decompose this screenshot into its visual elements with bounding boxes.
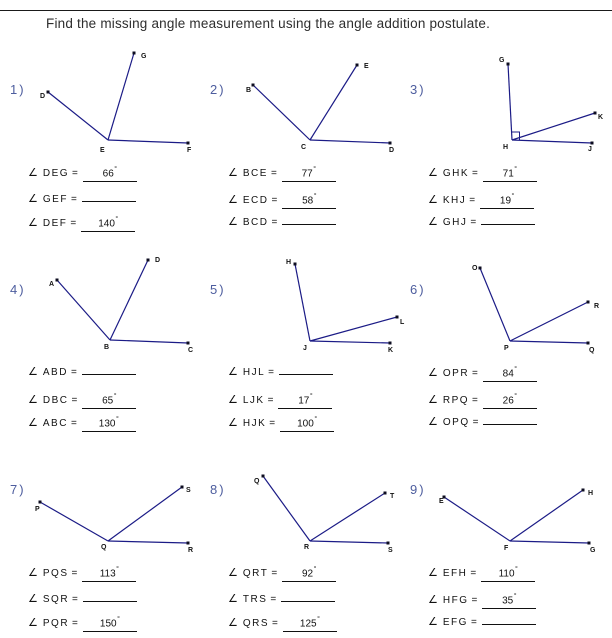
answer-blank[interactable] bbox=[82, 200, 136, 202]
equals-sign: = bbox=[71, 395, 78, 407]
vertex-label-F: F bbox=[504, 545, 509, 552]
degree-symbol: ° bbox=[115, 216, 119, 223]
vertex-label-B: B bbox=[104, 344, 110, 351]
angle-name: ECD bbox=[242, 195, 269, 207]
angle-symbol-icon: ∠ bbox=[428, 567, 438, 580]
problem-number: 3) bbox=[410, 82, 426, 97]
degree-symbol: ° bbox=[117, 616, 120, 623]
equals-sign: = bbox=[72, 594, 78, 605]
answer-row bbox=[228, 592, 335, 605]
angle-symbol-icon: ∠ bbox=[428, 616, 438, 628]
equals-sign: = bbox=[469, 195, 476, 207]
point-label-R: R bbox=[188, 547, 194, 554]
answer-blank[interactable] bbox=[83, 615, 137, 632]
problem-cell-2 bbox=[200, 45, 400, 245]
problem-number: 5) bbox=[210, 282, 226, 297]
answer-blank[interactable] bbox=[278, 392, 332, 409]
degree-symbol: ° bbox=[116, 566, 119, 573]
angle-name: KHJ bbox=[442, 195, 467, 207]
answer-blank[interactable] bbox=[282, 565, 336, 582]
answer-value: 150 bbox=[99, 618, 117, 630]
problem-number: 9) bbox=[410, 482, 426, 497]
equals-sign: = bbox=[70, 218, 77, 230]
point-label-F: F bbox=[187, 147, 192, 154]
angle-symbol-icon: ∠ bbox=[428, 367, 438, 380]
answer-value: 17 bbox=[298, 395, 310, 407]
answer-value: 125 bbox=[299, 618, 317, 630]
answer-row bbox=[28, 565, 136, 582]
answer-value: 65 bbox=[102, 395, 114, 407]
vertex-label-P: P bbox=[504, 345, 509, 352]
problem-cell-8 bbox=[200, 445, 400, 638]
angle-symbol-icon: ∠ bbox=[28, 217, 38, 230]
point-label-H: H bbox=[286, 259, 292, 266]
angle-name: QRT bbox=[242, 568, 269, 580]
angle-diagram bbox=[0, 45, 200, 160]
answer-blank[interactable] bbox=[283, 615, 337, 632]
answer-row bbox=[228, 565, 336, 582]
answer-blank[interactable] bbox=[483, 392, 537, 409]
answer-blank[interactable] bbox=[279, 373, 333, 375]
answer-row bbox=[28, 192, 136, 205]
answer-blank[interactable] bbox=[82, 415, 136, 432]
problem-number: 4) bbox=[10, 282, 26, 297]
angle-symbol-icon: ∠ bbox=[228, 167, 238, 180]
answer-value: 58 bbox=[302, 195, 314, 207]
angle-diagram bbox=[200, 45, 400, 160]
angle-name: HFG bbox=[442, 595, 469, 607]
vertex-label-C: C bbox=[301, 144, 307, 151]
point-label-J: J bbox=[588, 146, 592, 153]
angle-symbol-icon: ∠ bbox=[228, 394, 238, 407]
answer-row bbox=[228, 192, 336, 209]
degree-symbol: ° bbox=[514, 393, 518, 400]
answer-row bbox=[28, 592, 137, 605]
point-label-S: S bbox=[186, 487, 191, 494]
point-label-G: G bbox=[590, 547, 596, 554]
angle-symbol-icon: ∠ bbox=[228, 617, 238, 630]
answer-value: 71 bbox=[502, 168, 514, 180]
answer-value: 113 bbox=[99, 568, 116, 580]
equals-sign: = bbox=[72, 618, 78, 630]
problem-number: 1) bbox=[10, 82, 26, 97]
angle-symbol-icon: ∠ bbox=[28, 417, 38, 430]
angle-diagram bbox=[200, 245, 405, 360]
point-label-D: D bbox=[155, 257, 161, 264]
answer-blank[interactable] bbox=[482, 592, 536, 609]
point-label-P: P bbox=[35, 506, 40, 513]
angle-name: HJK bbox=[242, 418, 267, 430]
answer-value: 92 bbox=[301, 568, 314, 580]
problem-number: 2) bbox=[210, 82, 226, 97]
answer-row bbox=[228, 392, 332, 409]
angle-name: DEF bbox=[42, 218, 68, 230]
problem-number: 8) bbox=[210, 482, 226, 497]
equals-sign: = bbox=[271, 195, 278, 207]
answer-row bbox=[28, 215, 135, 232]
degree-symbol: ° bbox=[513, 593, 517, 600]
problem-cell-3 bbox=[400, 45, 612, 245]
angle-symbol-icon: ∠ bbox=[28, 567, 38, 580]
answer-row bbox=[428, 165, 537, 182]
worksheet-title: Find the missing angle measurement using the angle addition postulate. bbox=[46, 16, 491, 31]
angle-symbol-icon: ∠ bbox=[228, 194, 238, 207]
point-label-G: G bbox=[141, 53, 147, 60]
equals-sign: = bbox=[270, 594, 277, 605]
answer-blank[interactable] bbox=[483, 165, 537, 182]
problem-number: 6) bbox=[410, 282, 426, 297]
angle-symbol-icon: ∠ bbox=[228, 417, 238, 430]
answer-row bbox=[428, 415, 537, 428]
point-label-D: D bbox=[40, 93, 46, 100]
angle-name: RPQ bbox=[442, 395, 470, 407]
point-label-K: K bbox=[388, 347, 394, 354]
point-label-E: E bbox=[439, 498, 444, 505]
answer-value: 19 bbox=[499, 195, 512, 207]
equals-sign: = bbox=[70, 418, 77, 430]
point-label-D: D bbox=[389, 147, 395, 154]
vertex-label-H: H bbox=[503, 144, 509, 151]
top-rule bbox=[0, 10, 612, 11]
answer-row bbox=[428, 565, 535, 582]
angle-name: ABC bbox=[42, 418, 68, 430]
answer-row bbox=[228, 415, 334, 432]
angle-symbol-icon: ∠ bbox=[228, 366, 238, 378]
vertex-label-R: R bbox=[304, 544, 310, 551]
answer-row bbox=[228, 165, 336, 182]
answer-value: 66 bbox=[102, 168, 114, 180]
degree-symbol: ° bbox=[313, 566, 317, 573]
degree-symbol: ° bbox=[115, 416, 119, 423]
point-label-B: B bbox=[246, 87, 252, 94]
equals-sign: = bbox=[71, 568, 78, 580]
point-label-Q: Q bbox=[589, 347, 595, 354]
angle-diagram bbox=[400, 45, 612, 160]
point-label-A: A bbox=[49, 281, 55, 288]
equals-sign: = bbox=[472, 168, 478, 180]
angle-name: PQS bbox=[42, 568, 69, 580]
angle-symbol-icon: ∠ bbox=[428, 167, 438, 180]
point-label-T: T bbox=[390, 493, 395, 500]
answer-blank[interactable] bbox=[280, 415, 334, 432]
angle-diagram bbox=[200, 445, 400, 560]
point-label-O: O bbox=[472, 265, 478, 272]
angle-name: OPQ bbox=[442, 417, 470, 428]
angle-name: GHJ bbox=[442, 217, 468, 228]
degree-symbol: ° bbox=[317, 616, 320, 623]
angle-symbol-icon: ∠ bbox=[28, 193, 38, 205]
problems-grid bbox=[0, 45, 612, 638]
problem-cell-4 bbox=[0, 245, 200, 445]
angle-name: EFH bbox=[442, 568, 468, 580]
angle-name: OPR bbox=[442, 368, 470, 380]
point-label-G: G bbox=[499, 57, 505, 64]
angle-symbol-icon: ∠ bbox=[428, 216, 438, 228]
equals-sign: = bbox=[470, 568, 477, 580]
point-label-K: K bbox=[598, 114, 604, 121]
answer-row bbox=[228, 615, 337, 632]
equals-sign: = bbox=[470, 217, 477, 228]
degree-symbol: ° bbox=[314, 416, 318, 423]
angle-name: DBC bbox=[42, 395, 69, 407]
point-label-E: E bbox=[364, 63, 369, 70]
angle-symbol-icon: ∠ bbox=[428, 394, 438, 407]
angle-name: BCE bbox=[242, 168, 268, 180]
answer-row bbox=[28, 392, 136, 409]
vertex-label-Q: Q bbox=[101, 544, 107, 551]
answer-blank[interactable] bbox=[483, 365, 537, 382]
answer-row bbox=[428, 215, 535, 228]
answer-row bbox=[228, 365, 333, 378]
answer-blank[interactable] bbox=[81, 215, 135, 232]
angle-diagram bbox=[0, 445, 200, 560]
degree-symbol: ° bbox=[514, 366, 518, 373]
answer-blank[interactable] bbox=[481, 565, 535, 582]
equals-sign: = bbox=[271, 568, 278, 580]
point-label-L: L bbox=[400, 319, 405, 326]
degree-symbol: ° bbox=[114, 166, 118, 173]
angle-name: QRS bbox=[242, 618, 270, 630]
angle-symbol-icon: ∠ bbox=[428, 194, 438, 207]
angle-symbol-icon: ∠ bbox=[28, 394, 38, 407]
degree-symbol: ° bbox=[511, 193, 515, 200]
answer-blank[interactable] bbox=[83, 165, 137, 182]
equals-sign: = bbox=[470, 617, 477, 628]
answer-value: 140 bbox=[98, 218, 115, 230]
angle-symbol-icon: ∠ bbox=[28, 617, 38, 630]
angle-name: ABD bbox=[42, 367, 68, 378]
equals-sign: = bbox=[70, 194, 77, 205]
answer-row bbox=[428, 392, 537, 409]
angle-symbol-icon: ∠ bbox=[228, 593, 238, 605]
problem-number: 7) bbox=[10, 482, 26, 497]
answer-blank[interactable] bbox=[482, 623, 536, 625]
angle-symbol-icon: ∠ bbox=[428, 416, 438, 428]
problem-cell-9 bbox=[400, 445, 612, 638]
answer-row bbox=[428, 615, 536, 628]
problem-cell-6 bbox=[400, 245, 612, 445]
angle-symbol-icon: ∠ bbox=[28, 593, 38, 605]
point-label-R: R bbox=[594, 303, 600, 310]
equals-sign: = bbox=[267, 395, 274, 407]
equals-sign: = bbox=[268, 367, 275, 378]
answer-blank[interactable] bbox=[480, 192, 534, 209]
answer-row bbox=[28, 415, 136, 432]
answer-blank[interactable] bbox=[82, 373, 136, 375]
answer-value: 100 bbox=[297, 418, 314, 430]
vertex-label-J: J bbox=[303, 345, 307, 352]
vertex-label-E: E bbox=[100, 147, 105, 154]
point-label-Q: Q bbox=[254, 478, 260, 485]
answer-blank[interactable] bbox=[282, 192, 336, 209]
problem-cell-5 bbox=[200, 245, 405, 445]
angle-symbol-icon: ∠ bbox=[28, 366, 38, 378]
angle-name: SQR bbox=[42, 594, 70, 605]
degree-symbol: ° bbox=[309, 393, 313, 400]
answer-row bbox=[28, 365, 136, 378]
answer-row bbox=[428, 192, 534, 209]
angle-symbol-icon: ∠ bbox=[228, 567, 238, 580]
answer-row bbox=[28, 165, 137, 182]
answer-blank[interactable] bbox=[281, 600, 335, 602]
answer-blank[interactable] bbox=[481, 223, 535, 225]
degree-symbol: ° bbox=[313, 193, 317, 200]
equals-sign: = bbox=[70, 367, 77, 378]
answer-blank[interactable] bbox=[483, 423, 537, 425]
equals-sign: = bbox=[271, 217, 278, 228]
angle-name: TRS bbox=[242, 594, 268, 605]
answer-blank[interactable] bbox=[82, 392, 136, 409]
answer-value: 26 bbox=[502, 395, 514, 407]
degree-symbol: ° bbox=[515, 566, 518, 573]
answer-blank[interactable] bbox=[282, 223, 336, 225]
answer-blank[interactable] bbox=[83, 600, 137, 602]
point-label-C: C bbox=[188, 347, 194, 354]
angle-diagram bbox=[0, 245, 200, 360]
equals-sign: = bbox=[472, 417, 479, 428]
angle-diagram bbox=[400, 245, 612, 360]
answer-value: 130 bbox=[98, 418, 116, 430]
angle-name: HJL bbox=[242, 367, 266, 378]
answer-row bbox=[428, 365, 537, 382]
answer-value: 35 bbox=[502, 595, 514, 607]
problem-cell-7 bbox=[0, 445, 200, 638]
angle-name: DEG bbox=[42, 168, 70, 180]
answer-blank[interactable] bbox=[282, 165, 336, 182]
answer-row bbox=[228, 215, 336, 228]
angle-symbol-icon: ∠ bbox=[428, 594, 438, 607]
equals-sign: = bbox=[269, 418, 276, 430]
angle-name: EFG bbox=[442, 617, 468, 628]
problem-cell-1 bbox=[0, 45, 200, 245]
answer-row bbox=[428, 592, 536, 609]
equals-sign: = bbox=[472, 395, 478, 407]
angle-name: PQR bbox=[42, 618, 70, 630]
angle-name: BCD bbox=[242, 217, 269, 228]
point-label-H: H bbox=[588, 490, 594, 497]
equals-sign: = bbox=[472, 368, 478, 380]
angle-name: GEF bbox=[42, 194, 68, 205]
equals-sign: = bbox=[272, 618, 278, 630]
angle-diagram bbox=[400, 445, 612, 560]
degree-symbol: ° bbox=[313, 166, 316, 173]
degree-symbol: ° bbox=[514, 166, 518, 173]
angle-name: GHK bbox=[442, 168, 470, 180]
answer-row bbox=[28, 615, 137, 632]
answer-value: 77 bbox=[301, 168, 313, 180]
angle-symbol-icon: ∠ bbox=[28, 167, 38, 180]
degree-symbol: ° bbox=[113, 393, 117, 400]
equals-sign: = bbox=[270, 168, 277, 180]
answer-blank[interactable] bbox=[82, 565, 136, 582]
answer-value: 110 bbox=[498, 568, 515, 580]
point-label-S: S bbox=[388, 547, 393, 554]
equals-sign: = bbox=[72, 168, 78, 180]
answer-value: 84 bbox=[502, 368, 514, 380]
angle-symbol-icon: ∠ bbox=[228, 216, 238, 228]
angle-name: LJK bbox=[242, 395, 265, 407]
equals-sign: = bbox=[471, 595, 478, 607]
